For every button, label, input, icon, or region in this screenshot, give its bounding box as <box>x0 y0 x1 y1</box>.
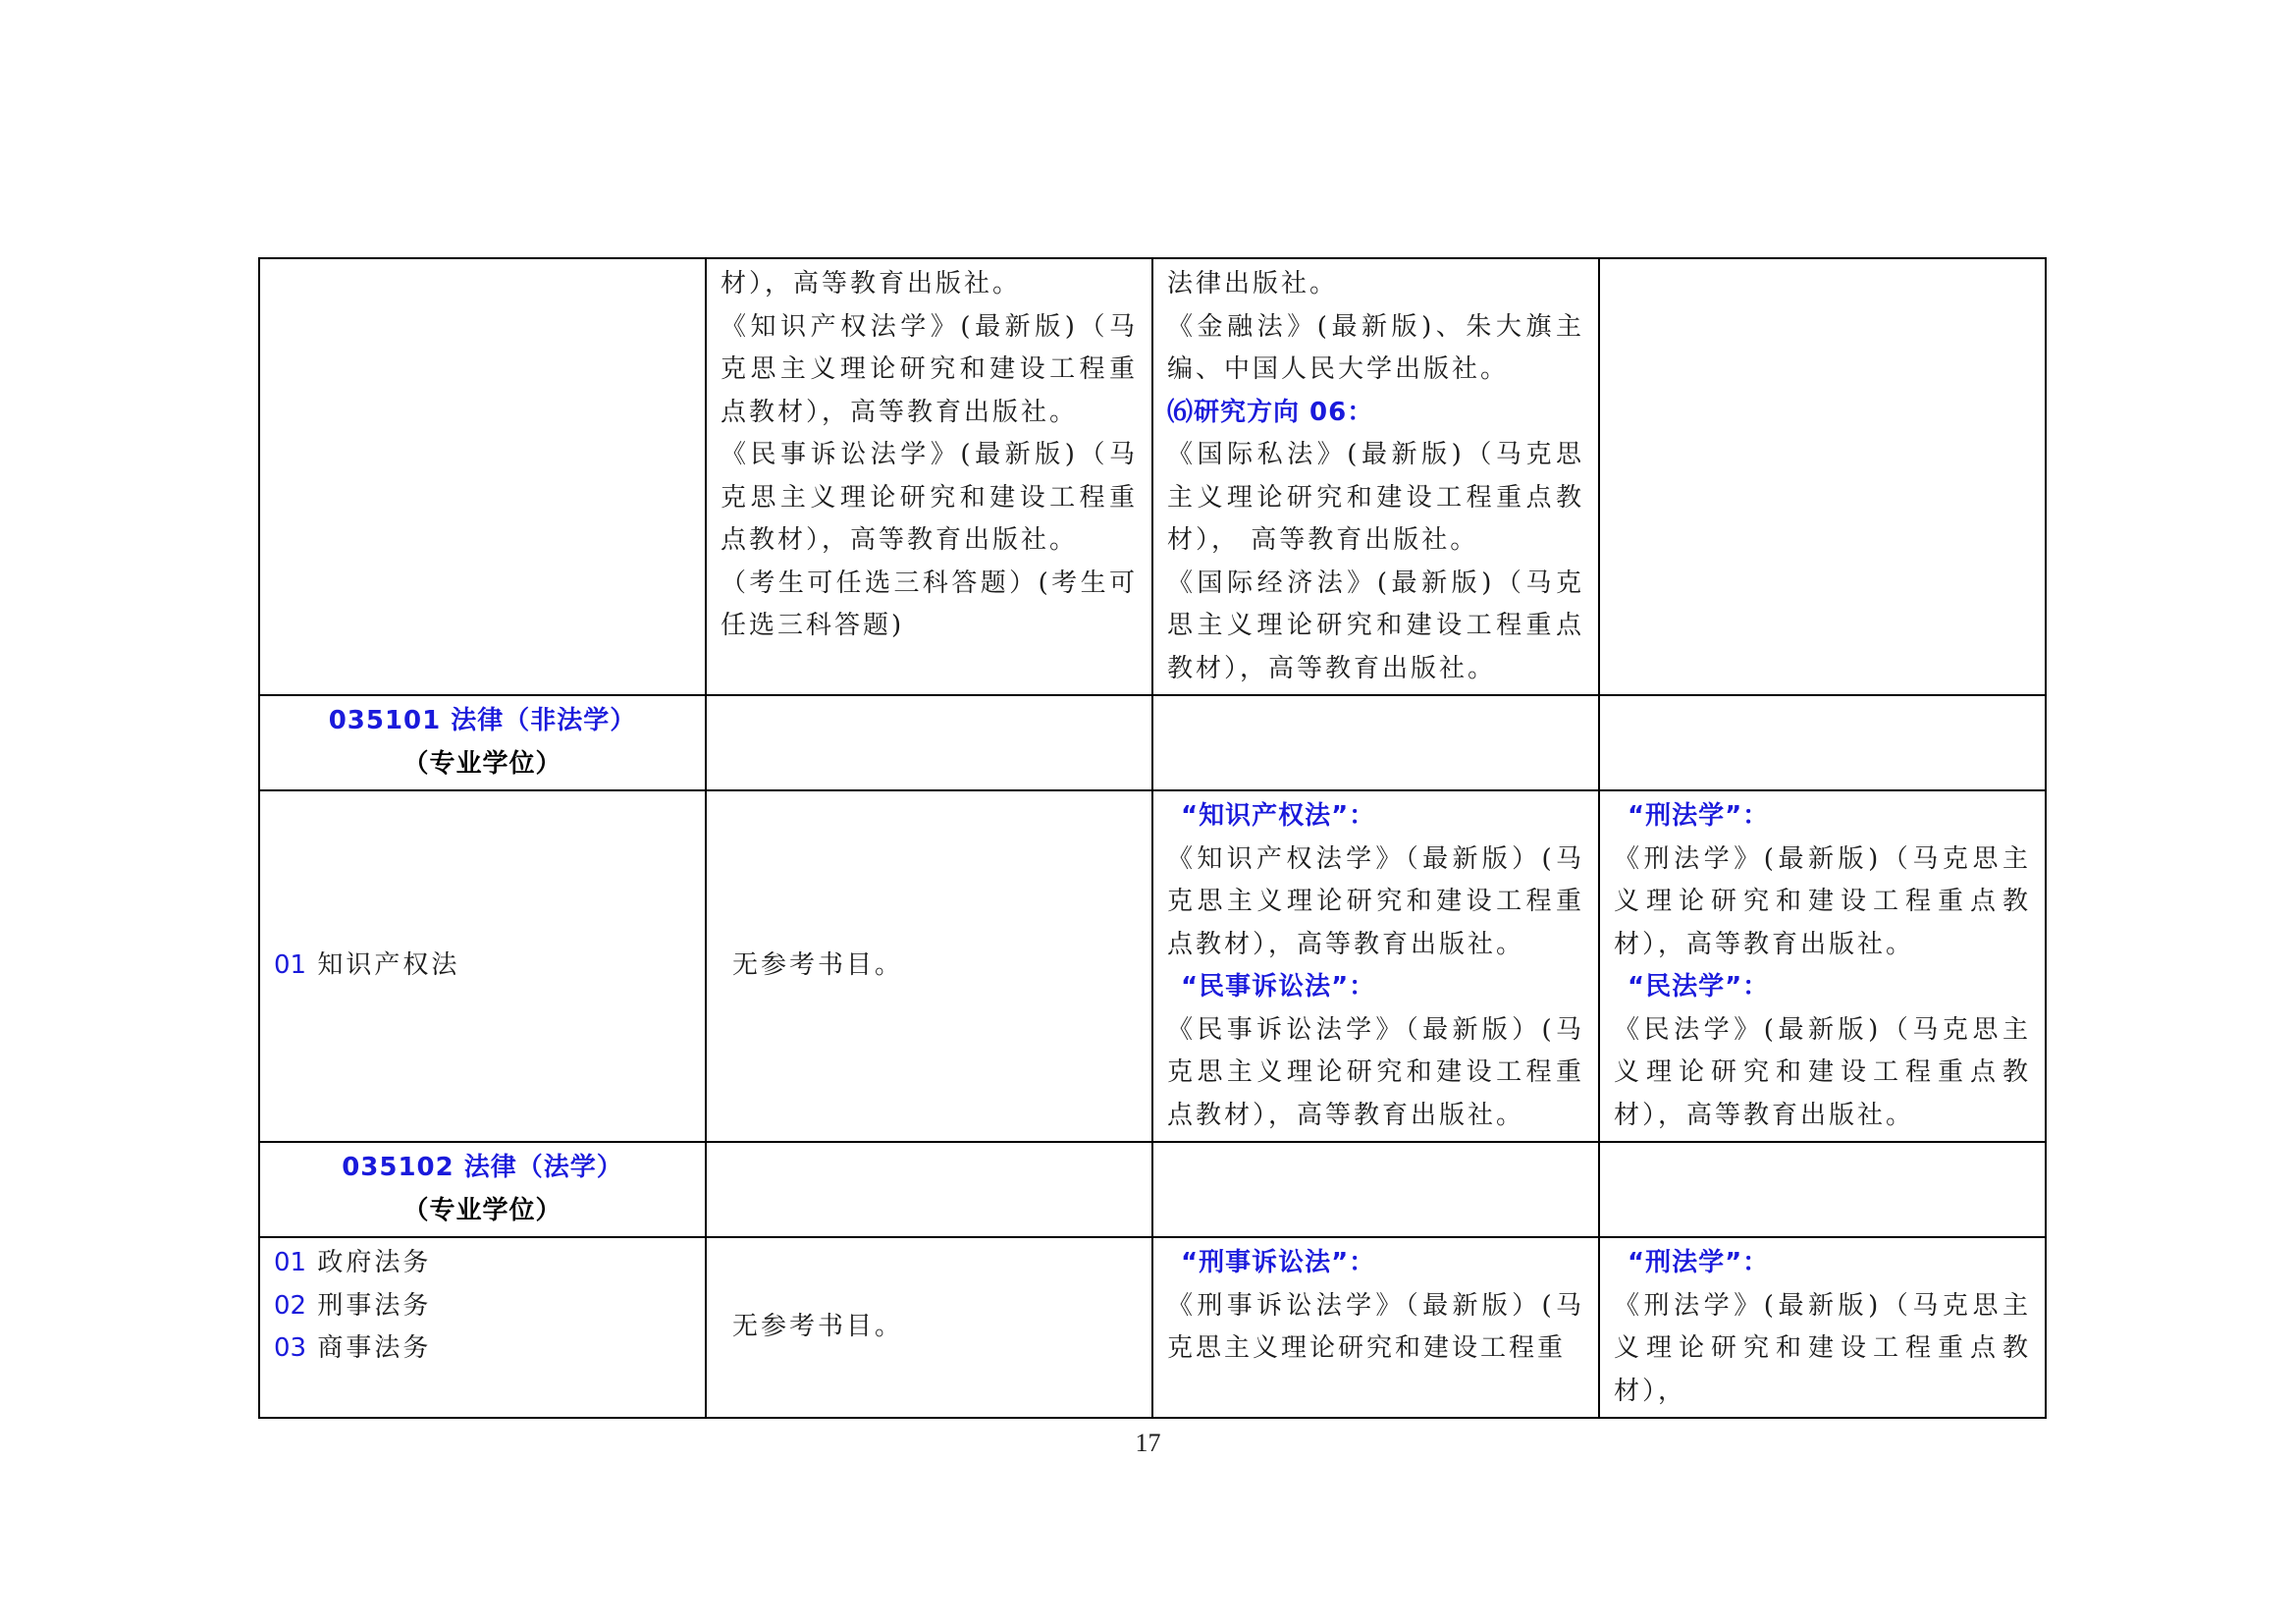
empty-cell <box>1599 695 2046 790</box>
program-header-cell <box>259 1142 706 1237</box>
direction-cell <box>259 1237 706 1418</box>
exam3-books-cell <box>1599 790 2046 1142</box>
book-entry: 法律出版社。 <box>1167 269 1339 298</box>
subject-heading: “知识产权法”： <box>1181 801 1376 831</box>
book-entry: （考生可任选三科答题）(考生可任选三科答题) <box>721 568 1138 640</box>
subject-heading: “刑法学”： <box>1628 801 1770 831</box>
degree-type: （专业学位） <box>402 748 562 779</box>
reference-text: 无参考书目。 <box>732 950 904 981</box>
empty-cell <box>1599 1142 2046 1237</box>
direction-name: 刑事法务 <box>317 1290 432 1321</box>
table-row <box>259 790 2046 1142</box>
reference-cell <box>706 790 1152 1142</box>
catalog-table <box>258 257 2047 1419</box>
book-entry: 《刑法学》(最新版)（马克思主义理论研究和建设工程重点教材），高等教育出版社。 <box>1614 843 2031 959</box>
direction-name: 商事法务 <box>317 1333 432 1363</box>
book-entry: 《民事诉讼法学》(最新版)（马克思主义理论研究和建设工程重点教材），高等教育出版社。 <box>721 440 1138 555</box>
book-entry: 《金融法》(最新版)、朱大旗主编、中国人民大学出版社。 <box>1167 311 1584 384</box>
page-number: 17 <box>1135 1429 1161 1457</box>
exam2-books-cell <box>1152 1237 1599 1418</box>
book-entry: 《民法学》(最新版)（马克思主义理论研究和建设工程重点教材），高等教育出版社。 <box>1614 1014 2031 1130</box>
exam2-books-cell <box>1152 790 1599 1142</box>
book-entry: 《国际私法》(最新版)（马克思主义理论研究和建设工程重点教材）， 高等教育出版社。 <box>1167 440 1584 555</box>
program-code-title: 035101 法律（非法学） <box>328 706 637 735</box>
subject-heading: “民法学”： <box>1628 972 1770 1001</box>
reference-text: 无参考书目。 <box>732 1312 904 1342</box>
direction-cell <box>259 790 706 1142</box>
program-header-cell <box>259 695 706 790</box>
empty-cell <box>706 695 1152 790</box>
direction-item <box>274 1285 691 1328</box>
direction-number: 01 <box>274 1248 307 1277</box>
empty-cell <box>1152 695 1599 790</box>
subject-heading: “刑法学”： <box>1628 1248 1770 1277</box>
book-entry: 《知识产权法学》(最新版)（马克思主义理论研究和建设工程重点教材），高等教育出版社。 <box>721 311 1138 427</box>
reference-cell <box>706 1237 1152 1418</box>
book-entry: 《国际经济法》(最新版)（马克思主义理论研究和建设工程重点教材），高等教育出版社。 <box>1167 568 1584 683</box>
book-entry: 《民事诉讼法学》（最新版）(马克思主义理论研究和建设工程重点教材），高等教育出版社。 <box>1167 1014 1584 1130</box>
direction-number: 02 <box>274 1290 307 1321</box>
table-row <box>259 1237 2046 1418</box>
table-row <box>259 258 2046 695</box>
book-entry: 材），高等教育出版社。 <box>721 269 1022 298</box>
exam3-books-cell <box>1599 258 2046 695</box>
table-row <box>259 695 2046 790</box>
program-cell <box>259 258 706 695</box>
direction-number: 03 <box>274 1333 307 1363</box>
direction-item <box>274 1327 691 1371</box>
direction-item <box>274 1242 691 1285</box>
table-row <box>259 1142 2046 1237</box>
direction-name: 知识产权法 <box>317 950 460 981</box>
research-direction-heading: ⑹研究方向 06： <box>1167 397 1374 427</box>
book-entry: 《刑事诉讼法学》（最新版）(马克思主义理论研究和建设工程重 <box>1167 1290 1584 1363</box>
degree-type: （专业学位） <box>402 1195 562 1225</box>
reference-books-cell <box>706 258 1152 695</box>
book-entry: 《刑法学》(最新版)（马克思主义理论研究和建设工程重点教材）， <box>1614 1290 2031 1406</box>
subject-heading: “刑事诉讼法”： <box>1181 1248 1376 1277</box>
program-code-title: 035102 法律（法学） <box>342 1153 623 1182</box>
book-entry: 《知识产权法学》（最新版）(马克思主义理论研究和建设工程重点教材），高等教育出版社。 <box>1167 843 1584 959</box>
empty-cell <box>706 1142 1152 1237</box>
direction-number: 01 <box>274 950 307 981</box>
exam2-books-cell <box>1152 258 1599 695</box>
subject-heading: “民事诉讼法”： <box>1181 972 1376 1001</box>
direction-name: 政府法务 <box>317 1248 432 1277</box>
empty-cell <box>1152 1142 1599 1237</box>
exam3-books-cell <box>1599 1237 2046 1418</box>
